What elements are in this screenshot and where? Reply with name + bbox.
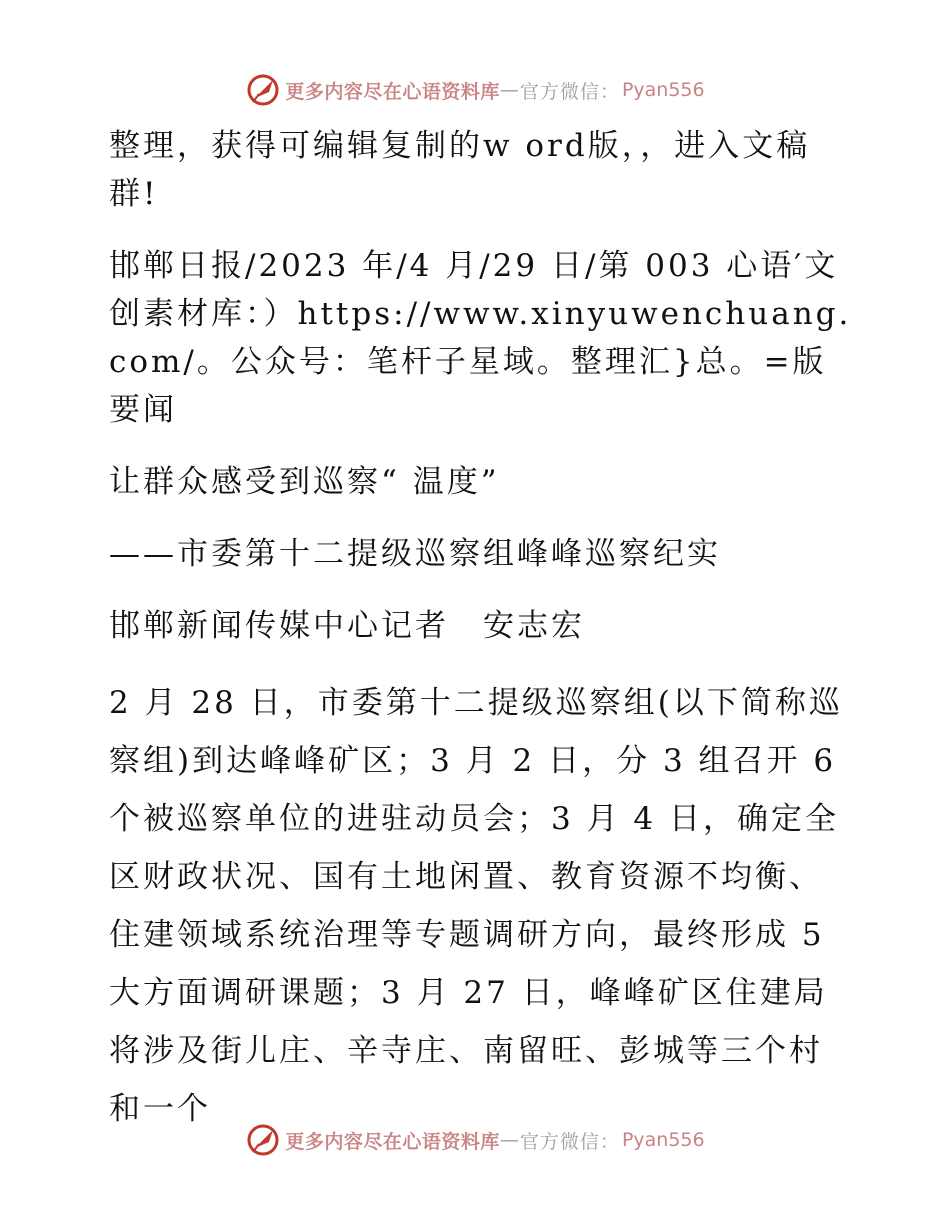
article-subtitle: ——市委第十二提级巡察组峰峰巡察纪实 <box>109 536 721 572</box>
header-watermark <box>0 70 950 110</box>
paragraph-intro: 整理，获得可编辑复制的w ord版，，进入文稿群! <box>109 128 811 212</box>
watermark-wechat-id: Pyan556 <box>621 1129 705 1151</box>
article-body-paragraph: 2 月 28 日，市委第十二提级巡察组(以下简称巡察组)到达峰峰矿区；3 月 2 日，分 3 组召开 6 个被巡察单位的进驻动员会；3 月 4 日，确定全区财政状况、国有土地闲置、教育资源不均衡、住建领域系统治理等专题调研方向，最终形成 5 大方面调研课题；3 月 27 日，峰峰矿区住建局将涉及街儿庄、辛寺庄、南留旺、彭城等三个村和一个 <box>109 685 843 1127</box>
watermark-wechat-id: Pyan556 <box>621 79 705 101</box>
watermark-separator: — <box>499 1129 520 1151</box>
article-title: 让群众感受到巡察“ 温度” <box>109 464 500 500</box>
quill-pen-logo-icon <box>245 72 281 108</box>
watermark-site-text: 更多内容尽在心语资料库 <box>285 1130 500 1153</box>
article-byline: 邯郸新闻传媒中心记者 安志宏 <box>109 608 585 644</box>
watermark-site-text: 更多内容尽在心语资料库 <box>285 80 500 103</box>
document-body <box>97 122 852 1162</box>
watermark-official-label: 官方微信： <box>519 80 620 103</box>
watermark-official-label: 官方微信： <box>519 1130 620 1153</box>
quill-pen-logo-icon <box>245 1122 281 1158</box>
paragraph-source-line: 邯郸日报/2023 年/4 月/29 日/第 003 心语′文创素材库：）https://www.xinyuwenchuang.com/。公众号：笔杆子星域。整理汇}总。=版要闻 <box>109 248 852 428</box>
footer-watermark <box>0 1120 950 1160</box>
watermark-separator: — <box>499 79 520 101</box>
